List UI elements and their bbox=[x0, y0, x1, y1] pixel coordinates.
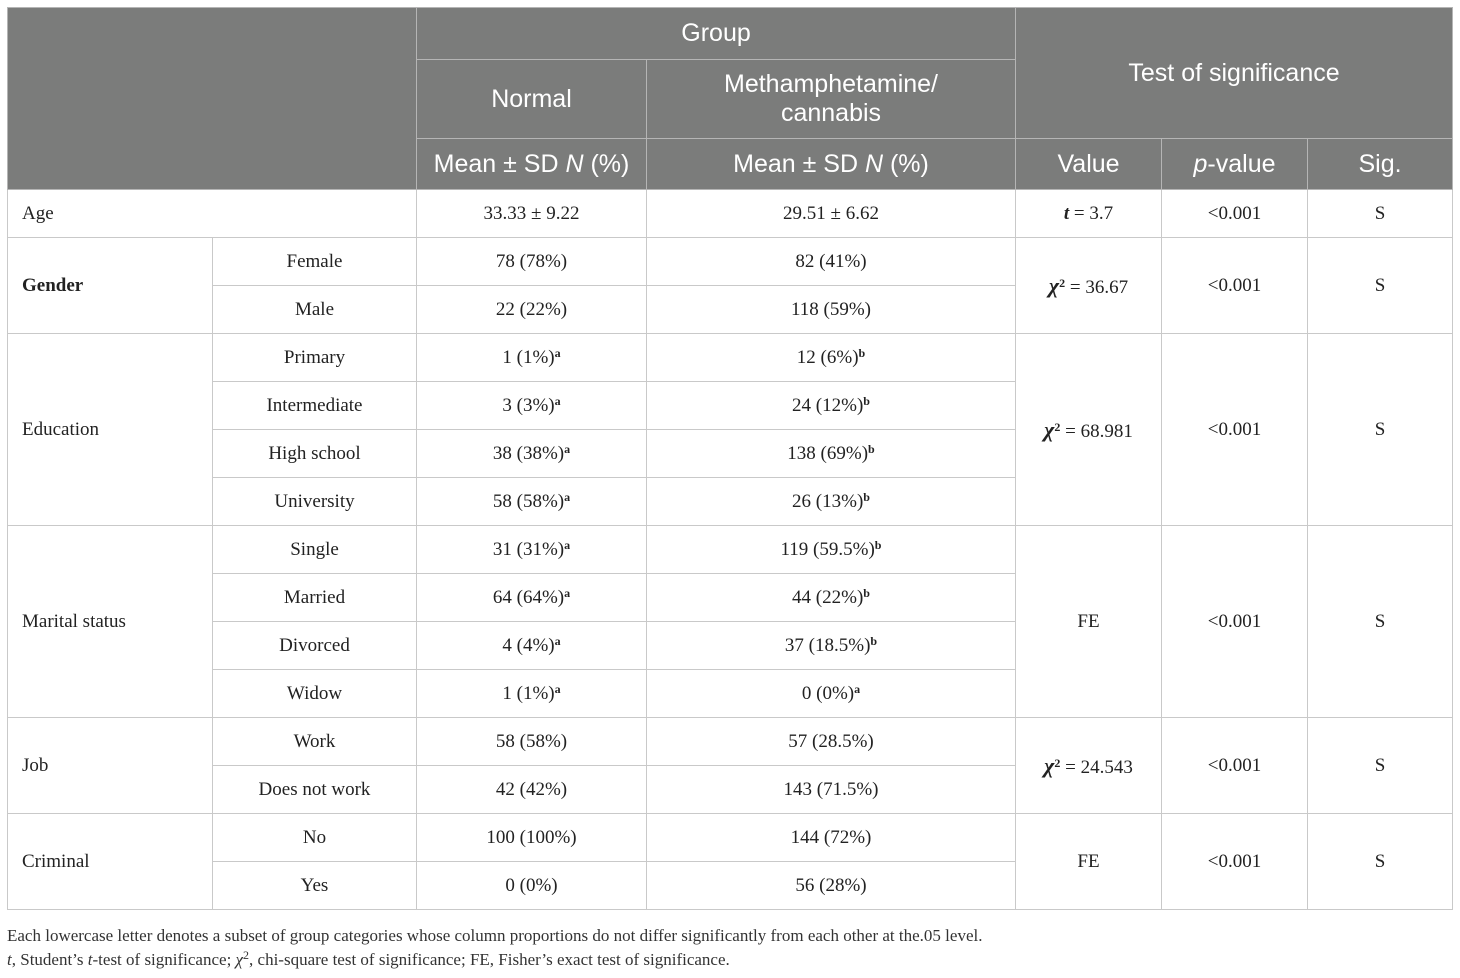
cell-sig: S bbox=[1308, 334, 1453, 526]
header-normal-mean-sd: Mean ± SD N (%) bbox=[417, 139, 647, 190]
cell-sub: No bbox=[213, 814, 417, 862]
row-label-criminal: Criminal bbox=[8, 814, 213, 910]
cell-value: $\chi^2 = 36.67$ bbox=[1016, 238, 1162, 334]
cell-normal: 78 (78%) bbox=[417, 238, 647, 286]
cell-p: <0.001 bbox=[1162, 334, 1308, 526]
table-row bbox=[8, 718, 1453, 766]
cell-value: $\chi^2 = 68.981$ bbox=[1016, 334, 1162, 526]
cell-p: <0.001 bbox=[1162, 814, 1308, 910]
cell-normal: 42 (42%) bbox=[417, 766, 647, 814]
row-label-marital-status: Marital status bbox=[8, 526, 213, 718]
cell-normal: 1 $(1\%)^a$ bbox=[417, 670, 647, 718]
cell-normal: 3 $(3\%)^a$ bbox=[417, 382, 647, 430]
cell-sub: Work bbox=[213, 718, 417, 766]
cell-p: <0.001 bbox=[1162, 718, 1308, 814]
cell-meth: 37 $(18.5\%)^b$ bbox=[647, 622, 1016, 670]
cell-value: $\chi^2 = 24.543$ bbox=[1016, 718, 1162, 814]
cell-sub: Widow bbox=[213, 670, 417, 718]
cell-sig: S bbox=[1308, 718, 1453, 814]
cell-meth: 57 (28.5%) bbox=[647, 718, 1016, 766]
cell-meth: 82 (41%) bbox=[647, 238, 1016, 286]
cell-normal: 1 $(1\%)^a$ bbox=[417, 334, 647, 382]
cell-meth: 144 (72%) bbox=[647, 814, 1016, 862]
header-meth-line2: cannabis bbox=[780, 99, 882, 127]
footnote-abbreviations: t, Student’s t-test of significance; $\chi^2$, chi-square test of significance; FE, Fisher’s exact test of significance. bbox=[7, 948, 730, 969]
cell-normal: 58 (58%) bbox=[417, 718, 647, 766]
cell-sig: S bbox=[1308, 190, 1453, 238]
cell-normal: 38 $(38\%)^a$ bbox=[417, 430, 647, 478]
cell-sub: Married bbox=[213, 574, 417, 622]
cell-meth: 29.51 ± 6.62 bbox=[647, 190, 1016, 238]
row-label-gender: Gender bbox=[8, 238, 213, 334]
cell-sub: Yes bbox=[213, 862, 417, 910]
cell-sub: Female bbox=[213, 238, 417, 286]
row-label-age: Age bbox=[8, 190, 417, 238]
cell-normal: 0 (0%) bbox=[417, 862, 647, 910]
cell-meth: 143 (71.5%) bbox=[647, 766, 1016, 814]
header-blank bbox=[8, 8, 417, 190]
cell-value: FE bbox=[1016, 526, 1162, 718]
cell-sub: Single bbox=[213, 526, 417, 574]
cell-sig: S bbox=[1308, 238, 1453, 334]
table-row bbox=[8, 334, 1453, 382]
header-value: Value bbox=[1016, 139, 1162, 190]
cell-meth: 56 (28%) bbox=[647, 862, 1016, 910]
cell-sub: Male bbox=[213, 286, 417, 334]
cell-normal: 31 $(31\%)^a$ bbox=[417, 526, 647, 574]
footnote-letters: Each lowercase letter denotes a subset of group categories whose column proportions do not differ significantly from each other at the.05 level. bbox=[7, 926, 983, 945]
cell-meth: 138 $(69\%)^b$ bbox=[647, 430, 1016, 478]
table-row bbox=[8, 190, 1453, 238]
header-meth-mean-sd: Mean ± SD N (%) bbox=[647, 139, 1016, 190]
header-meth-cannabis bbox=[647, 60, 1016, 139]
cell-p: <0.001 bbox=[1162, 190, 1308, 238]
cell-sub: Does not work bbox=[213, 766, 417, 814]
cell-meth: 118 (59%) bbox=[647, 286, 1016, 334]
cell-meth: 0 $(0\%)^a$ bbox=[647, 670, 1016, 718]
cell-normal: 58 $(58\%)^a$ bbox=[417, 478, 647, 526]
cell-p: <0.001 bbox=[1162, 238, 1308, 334]
cell-normal: 4 $(4\%)^a$ bbox=[417, 622, 647, 670]
row-label-job: Job bbox=[8, 718, 213, 814]
cell-sig: S bbox=[1308, 814, 1453, 910]
table-row bbox=[8, 238, 1453, 286]
cell-sub: University bbox=[213, 478, 417, 526]
cell-normal: 100 (100%) bbox=[417, 814, 647, 862]
cell-meth: 26 $(13\%)^b$ bbox=[647, 478, 1016, 526]
cell-normal: 33.33 ± 9.22 bbox=[417, 190, 647, 238]
cell-meth: 12 $(6\%)^b$ bbox=[647, 334, 1016, 382]
header-test-of-significance: Test of significance bbox=[1016, 8, 1453, 139]
header-normal: Normal bbox=[417, 60, 647, 139]
cell-normal: 22 (22%) bbox=[417, 286, 647, 334]
header-group: Group bbox=[417, 8, 1016, 60]
cell-sub: Divorced bbox=[213, 622, 417, 670]
cell-meth: 24 $(12\%)^b$ bbox=[647, 382, 1016, 430]
demographics-table bbox=[7, 7, 1453, 910]
cell-sub: Primary bbox=[213, 334, 417, 382]
table-row bbox=[8, 526, 1453, 574]
cell-normal: 64 $(64\%)^a$ bbox=[417, 574, 647, 622]
cell-meth: 119 $(59.5\%)^b$ bbox=[647, 526, 1016, 574]
cell-value: FE bbox=[1016, 814, 1162, 910]
cell-sub: High school bbox=[213, 430, 417, 478]
cell-p: <0.001 bbox=[1162, 526, 1308, 718]
cell-sub: Intermediate bbox=[213, 382, 417, 430]
header-p-value: p-value bbox=[1162, 139, 1308, 190]
cell-meth: 44 $(22\%)^b$ bbox=[647, 574, 1016, 622]
row-label-education: Education bbox=[8, 334, 213, 526]
header-meth-line1: Methamphetamine/ bbox=[724, 70, 939, 98]
header-sig: Sig. bbox=[1308, 139, 1453, 190]
cell-value: t = 3.7 bbox=[1016, 190, 1162, 238]
cell-sig: S bbox=[1308, 526, 1453, 718]
table-row bbox=[8, 814, 1453, 862]
